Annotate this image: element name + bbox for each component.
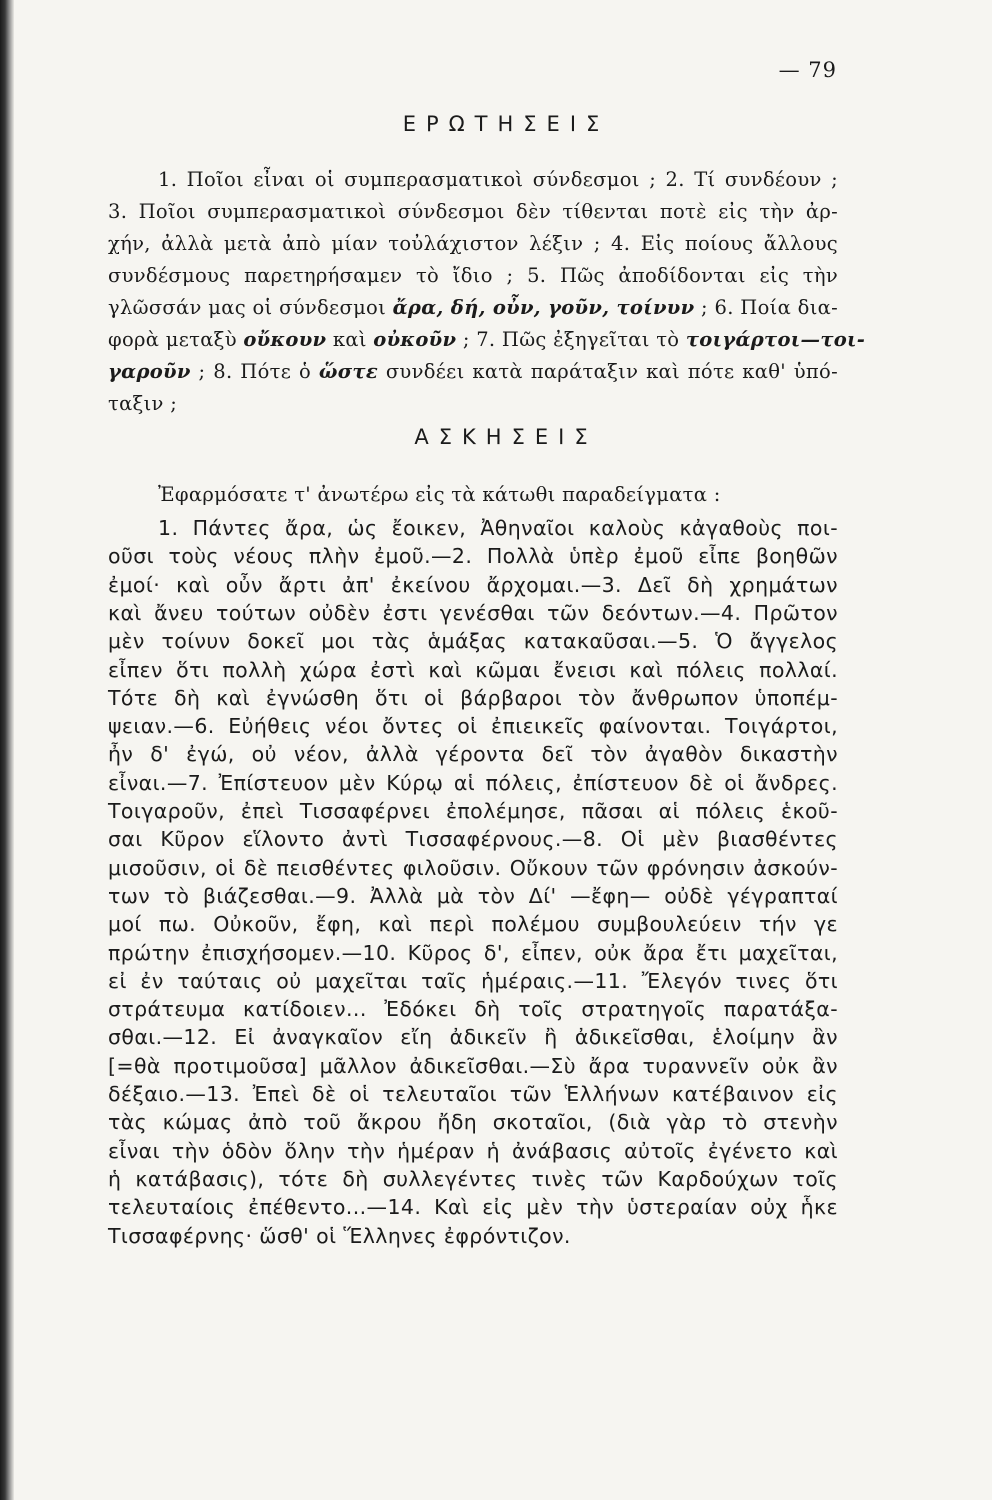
emphasized-term: τοιγάρτοι—τοι- xyxy=(685,328,866,351)
exercise-line: [=θὰ προτιμοῦσα] μᾶλλον ἀδικεῖσθαι.—Σὺ ἄρα τυραννεῖν οὐκ ἂν xyxy=(108,1053,838,1078)
exercises-intro: Ἐφαρμόσατε τ' ἀνωτέρω εἰς τὰ κάτωθι παραδείγματα : xyxy=(158,483,721,506)
exercise-line: τελευταίοις ἐπέθεντο...—14. Καὶ εἰς μὲν τὴν ὑστεραίαν οὐχ ἧκε xyxy=(108,1195,838,1220)
page-number: — 79 xyxy=(778,58,837,82)
question-line: ταξιν ; xyxy=(108,392,178,415)
question-line: φορὰ μεταξὺ οὔκουν καὶ οὐκοῦν ; 7. Πῶς ἐξηγεῖται τὸ τοιγάρτοι—τοι- xyxy=(108,328,866,351)
exercise-line: μισοῦσιν, οἱ δὲ πεισθέντες φιλοῦσιν. Οὔκουν τῶν φρόνησιν ἀσκούν- xyxy=(108,855,838,880)
exercise-line: ἡ κατάβασις), τότε δὴ συλλεγέντες τινὲς τῶν Καρδούχων τοῖς xyxy=(108,1166,838,1191)
exercise-line: σαι Κῦρον εἵλοντο ἀντὶ Τισσαφέρνους.—8. Οἱ μὲν βιασθέντες xyxy=(108,827,838,852)
exercise-line: δέξαιο.—13. Ἐπεὶ δὲ οἱ τελευταῖοι τῶν Ἑλλήνων κατέβαινον εἰς xyxy=(108,1082,838,1106)
exercise-line: των τὸ βιάζεσθαι.—9. Ἀλλὰ μὰ τὸν Δί' —ἔφη— οὐδὲ γέγραπταί xyxy=(108,883,838,908)
exercise-line: Τοιγαροῦν, ἐπεὶ Τισσαφέρνει ἐπολέμησε, πᾶσαι αἱ πόλεις ἑκοῦ- xyxy=(108,799,838,823)
exercise-line: οῦσι τοὺς νέους πλὴν ἐμοῦ.—2. Πολλὰ ὑπὲρ ἐμοῦ εἶπε βοηθῶν xyxy=(108,544,838,569)
scan-binding-edge xyxy=(0,0,14,1500)
question-line: χήν, ἀλλὰ μετὰ ἀπὸ μίαν τοὐλάχιστον λέξιν ; 4. Εἰς ποίους ἄλλους xyxy=(108,232,838,255)
questions-heading: ΕΡΩΤΗΣΕΙΣ xyxy=(402,112,610,136)
exercises-heading: ΑΣΚΗΣΕΙΣ xyxy=(414,425,598,449)
question-line: γλῶσσάν μας οἱ σύνδεσμοι ἄρα, δή, οὖν, γοῦν, τοίνυν ; 6. Ποία δια- xyxy=(108,296,839,319)
question-line: γαροῦν ; 8. Πότε ὁ ὥστε συνδέει κατὰ παράταξιν καὶ πότε καθ' ὑπό- xyxy=(108,360,838,383)
question-line: 3. Ποῖοι συμπερασματικοὶ σύνδεσμοι δὲν τίθενται ποτὲ εἰς τὴν ἀρ- xyxy=(108,200,838,223)
exercise-line: εἶναι.—7. Ἐπίστευον μὲν Κύρῳ αἱ πόλεις, ἐπίστευον δὲ οἱ ἄνδρες. xyxy=(108,770,838,795)
emphasized-term: ἄρα, δή, οὖν, γοῦν, τοίνυν xyxy=(392,296,695,319)
exercise-line: μοί πω. Οὐκοῦν, ἔφη, καὶ περὶ πολέμου συμβουλεύειν τήν γε xyxy=(108,912,838,937)
emphasized-term: γαροῦν xyxy=(108,360,191,383)
exercise-line: 1. Πάντες ἄρα, ὡς ἔοικεν, Ἀθηναῖοι καλοὺς κἀγαθοὺς ποι- xyxy=(158,516,838,540)
exercise-line: σθαι.—12. Εἰ ἀναγκαῖον εἴη ἀδικεῖν ἢ ἀδικεῖσθαι, ἑλοίμην ἂν xyxy=(108,1025,838,1050)
question-line: συνδέσμους παρετηρήσαμεν τὸ ἴδιο ; 5. Πῶς ἀποδίδονται εἰς τὴν xyxy=(108,264,838,287)
exercise-line: Τισσαφέρνης· ὥσθ' οἱ Ἕλληνες ἐφρόντιζον. xyxy=(108,1223,571,1248)
emphasized-term: οὔκουν xyxy=(243,328,327,351)
exercise-line: στράτευμα κατίδοιεν... Ἐδόκει δὴ τοῖς στρατηγοῖς παρατάξα- xyxy=(108,997,838,1022)
question-line: 1. Ποῖοι εἶναι οἱ συμπερασματικοὶ σύνδεσμοι ; 2. Τί συνδέουν ; xyxy=(158,168,838,191)
exercise-line: πρώτην ἐπισχήσομεν.—10. Κῦρος δ', εἶπεν, οὐκ ἄρα ἔτι μαχεῖται, xyxy=(108,940,838,965)
exercise-line: εἰ ἐν ταύταις οὐ μαχεῖται ταῖς ἡμέραις.—11. Ἔλεγόν τινες ὅτι xyxy=(108,968,838,993)
exercise-line: Τότε δὴ καὶ ἐγνώσθη ὅτι οἱ βάρβαροι τὸν ἄνθρωπον ὑποπέμ- xyxy=(108,685,838,710)
emphasized-term: ὥστε xyxy=(318,360,378,383)
emphasized-term: οὐκοῦν xyxy=(373,328,457,351)
exercise-line: καὶ ἄνευ τούτων οὐδὲν ἐστι γενέσθαι τῶν δεόντων.—4. Πρῶτον xyxy=(108,600,838,625)
exercise-line: ἐμοί· καὶ οὖν ἄρτι ἀπ' ἐκείνου ἄρχομαι.—3. Δεῖ δὴ χρημάτων xyxy=(108,572,838,597)
exercise-line: εἶπεν ὅτι πολλὴ χώρα ἐστὶ καὶ κῶμαι ἔνεισι καὶ πόλεις πολλαί. xyxy=(108,657,838,682)
exercise-line: τὰς κώμας ἀπὸ τοῦ ἄκρου ἤδη σκοταῖοι, (διὰ γὰρ τὸ στενὴν xyxy=(108,1110,838,1135)
exercise-line: εἶναι τὴν ὁδὸν ὅλην τὴν ἡμέραν ἡ ἀνάβασις αὐτοῖς ἐγένετο καὶ xyxy=(108,1138,838,1163)
exercise-line: ψειαν.—6. Εὐήθεις νέοι ὄντες οἱ ἐπιεικεῖς φαίνονται. Τοιγάρτοι, xyxy=(108,714,838,739)
exercise-line: μὲν τοίνυν δοκεῖ μοι τὰς ἁμάξας κατακαῦσαι.—5. Ὁ ἄγγελος xyxy=(108,629,838,654)
exercise-line: ἦν δ' ἐγώ, οὐ νέον, ἀλλὰ γέροντα δεῖ τὸν ἀγαθὸν δικαστὴν xyxy=(108,742,838,767)
